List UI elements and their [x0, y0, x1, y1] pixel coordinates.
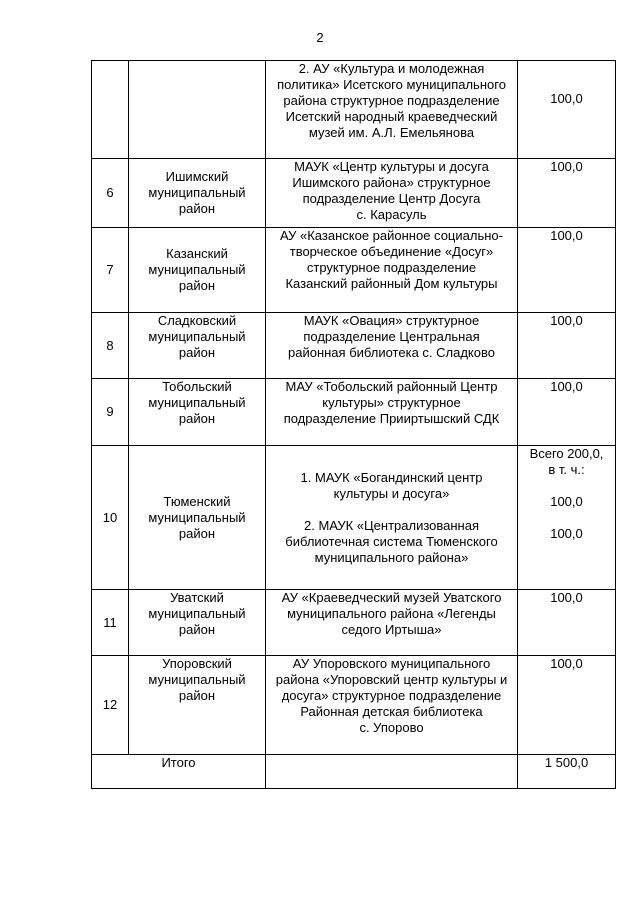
amount: 100,0	[518, 590, 616, 656]
row-number: 7	[92, 228, 129, 313]
total-label: Итого	[92, 755, 266, 789]
table-row	[92, 61, 616, 159]
amount: 100,0	[518, 228, 616, 313]
row-number: 12	[92, 656, 129, 755]
organization-name: МАУ «Тобольский районный Центр культуры» структурное подразделение Прииртышский СДК	[266, 379, 518, 446]
district-name: Тобольский муниципальный район	[129, 379, 266, 446]
page-number: 2	[316, 30, 324, 45]
organization-name: 2. АУ «Культура и молодежная политика» Исетского муниципального района структурное подразделение Исетский народный краеведческий музей им. А.Л. Емельянова	[266, 61, 518, 159]
row-number: 9	[92, 379, 129, 446]
amount: 100,0	[518, 61, 616, 159]
district-name: Ишимский муниципальный район	[129, 159, 266, 228]
organization-name: АУ «Краеведческий музей Уватского муниципального района «Легенды седого Иртыша»	[266, 590, 518, 656]
district-name: Упоровский муниципальный район	[129, 656, 266, 755]
amount: 100,0	[518, 379, 616, 446]
organization-name: МАУК «Овация» структурное подразделение Центральная районная библиотека с. Сладково	[266, 313, 518, 379]
amount: 100,0	[518, 313, 616, 379]
table-row	[92, 313, 616, 379]
district-name: Тюменский муниципальный район	[129, 446, 266, 590]
table-row	[92, 446, 616, 590]
amount: 100,0	[518, 656, 616, 755]
district-name: Сладковский муниципальный район	[129, 313, 266, 379]
row-number	[92, 61, 129, 159]
total-amount: 1 500,0	[518, 755, 616, 789]
row-number: 8	[92, 313, 129, 379]
table-row	[92, 656, 616, 755]
row-number: 11	[92, 590, 129, 656]
table-row	[92, 590, 616, 656]
district-name: Уватский муниципальный район	[129, 590, 266, 656]
district-name	[129, 61, 266, 159]
row-number: 10	[92, 446, 129, 590]
organization-name: МАУК «Центр культуры и досуга Ишимского района» структурное подразделение Центр Досуга с. Карасуль	[266, 159, 518, 228]
table-row	[92, 379, 616, 446]
allocation-table	[91, 60, 616, 789]
table-row	[92, 159, 616, 228]
organization-name: АУ «Казанское районное социально- творческое объединение «Досуг» структурное подразделение Казанский районный Дом культуры	[266, 228, 518, 313]
row-number: 6	[92, 159, 129, 228]
organization-name: АУ Упоровского муниципального района «Упоровский центр культуры и досуга» структурное подразделение Районная детская библиотека с. Упорово	[266, 656, 518, 755]
district-name: Казанский муниципальный район	[129, 228, 266, 313]
amount: Всего 200,0, в т. ч.: 100,0 100,0	[518, 446, 616, 590]
total-empty-cell	[266, 755, 518, 789]
table-row	[92, 228, 616, 313]
amount: 100,0	[518, 159, 616, 228]
total-row	[92, 755, 616, 789]
organization-name: 1. МАУК «Богандинский центр культуры и досуга» 2. МАУК «Централизованная библиотечная система Тюменского муниципального района»	[266, 446, 518, 590]
